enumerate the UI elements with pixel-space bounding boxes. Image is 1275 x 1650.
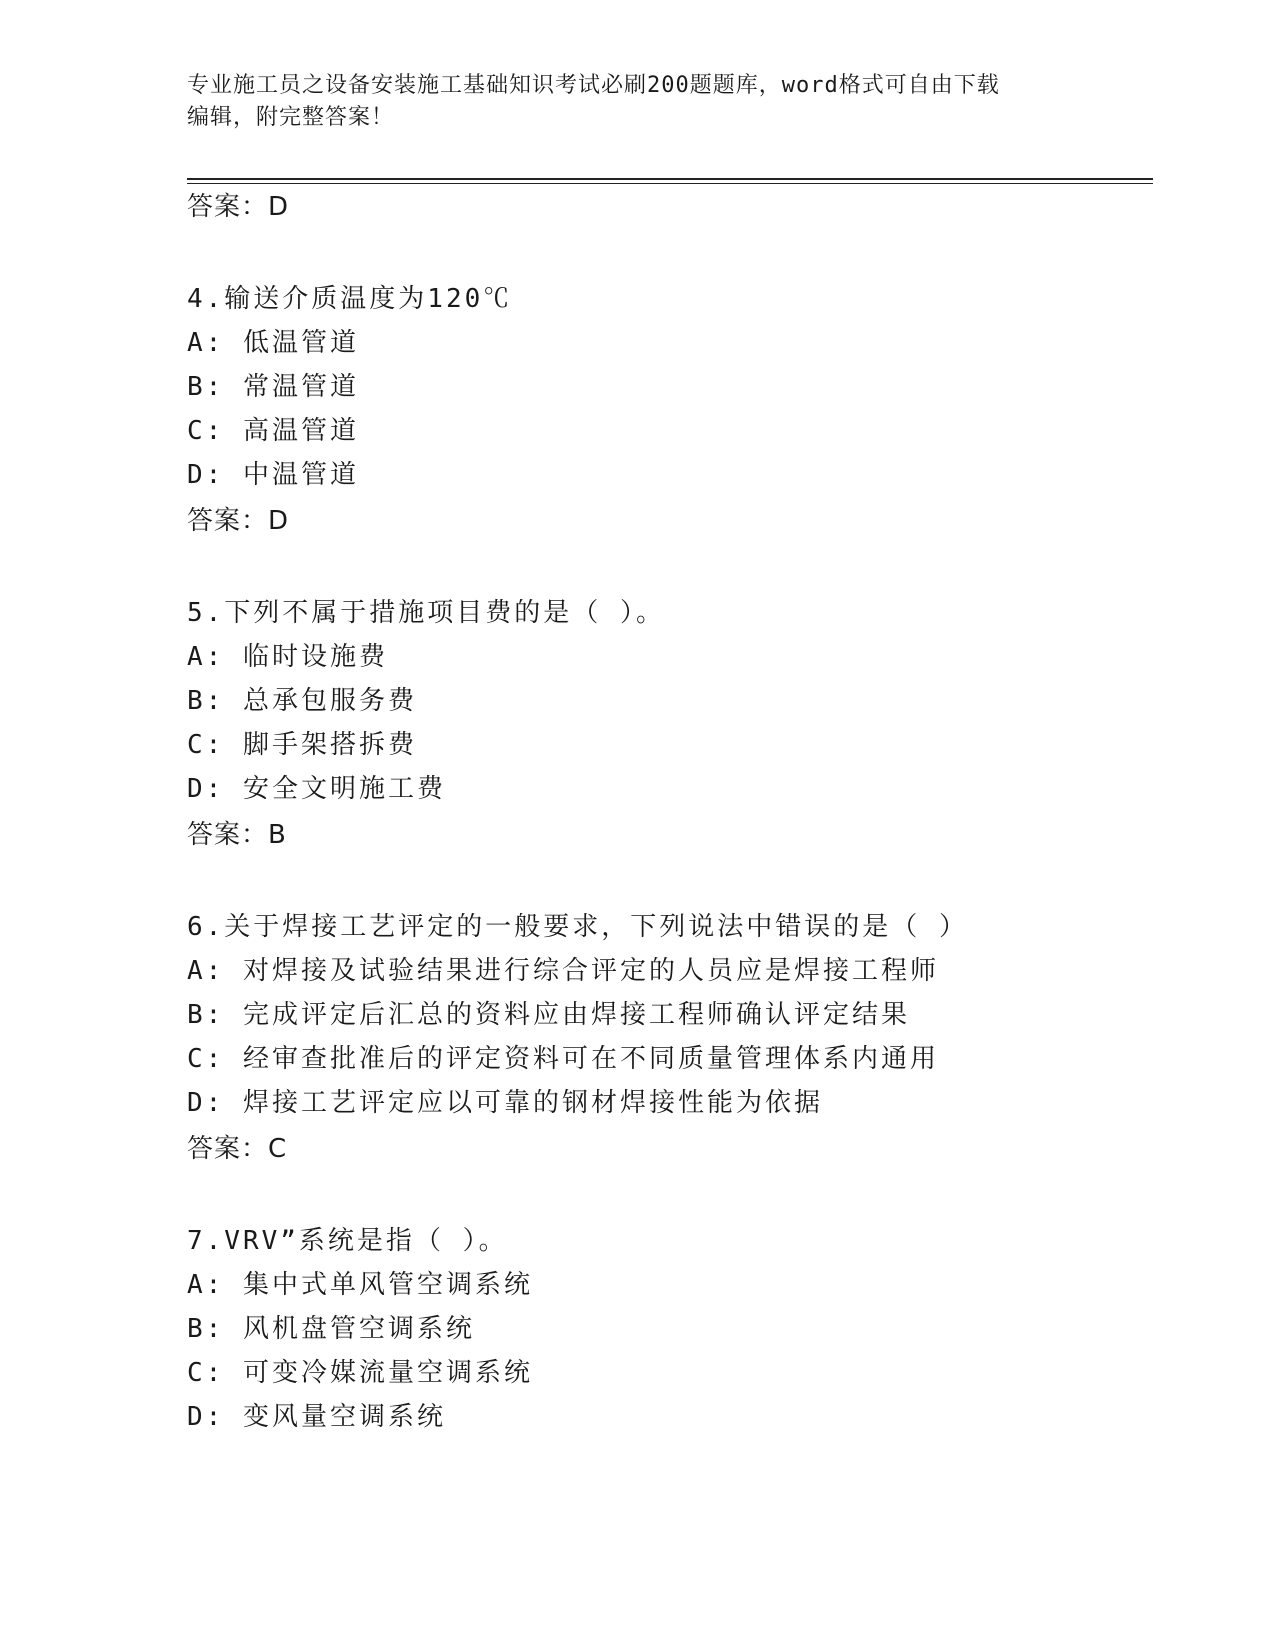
question-6-option-a: A: 对焊接及试验结果进行综合评定的人员应是焊接工程师 bbox=[187, 956, 939, 986]
question-6-option-b: B: 完成评定后汇总的资料应由焊接工程师确认评定结果 bbox=[187, 1000, 910, 1030]
header-divider-thin bbox=[187, 183, 1153, 184]
document-header bbox=[187, 70, 1077, 134]
question-6-option-d: D: 焊接工艺评定应以可靠的钢材焊接性能为依据 bbox=[187, 1088, 823, 1118]
question-7-option-a: A: 集中式单风管空调系统 bbox=[187, 1270, 533, 1300]
question-5-stem: 5.下列不属于措施项目费的是（ ）。 bbox=[187, 598, 665, 628]
question-4-option-a: A: 低温管道 bbox=[187, 328, 359, 358]
question-7-stem: 7.VRV”系统是指（ ）。 bbox=[187, 1226, 508, 1256]
question-5-option-c: C: 脚手架搭拆费 bbox=[187, 730, 417, 760]
question-4-option-d: D: 中温管道 bbox=[187, 460, 359, 490]
question-5-answer: 答案：B bbox=[187, 820, 287, 850]
question-7-option-c: C: 可变冷媒流量空调系统 bbox=[187, 1358, 533, 1388]
question-4-answer: 答案：D bbox=[187, 506, 290, 536]
question-5-option-a: A: 临时设施费 bbox=[187, 642, 388, 672]
question-4-option-b: B: 常温管道 bbox=[187, 372, 359, 402]
question-6-stem: 6.关于焊接工艺评定的一般要求，下列说法中错误的是（ ） bbox=[187, 912, 968, 942]
previous-answer: 答案：D bbox=[187, 192, 290, 222]
question-5-option-d: D: 安全文明施工费 bbox=[187, 774, 446, 804]
question-4-stem: 4.输送介质温度为120℃ bbox=[187, 284, 513, 314]
header-title-line-1: 专业施工员之设备安装施工基础知识考试必刷200题题库，word格式可自由下载 bbox=[187, 73, 1000, 98]
header-divider-thick bbox=[187, 178, 1153, 180]
question-7-option-b: B: 风机盘管空调系统 bbox=[187, 1314, 475, 1344]
question-6-option-c: C: 经审查批准后的评定资料可在不同质量管理体系内通用 bbox=[187, 1044, 939, 1074]
question-6-answer: 答案：C bbox=[187, 1134, 288, 1164]
question-4-option-c: C: 高温管道 bbox=[187, 416, 359, 446]
header-title-line-2: 编辑，附完整答案！ bbox=[187, 105, 395, 130]
question-5-option-b: B: 总承包服务费 bbox=[187, 686, 417, 716]
question-7-option-d: D: 变风量空调系统 bbox=[187, 1402, 446, 1432]
